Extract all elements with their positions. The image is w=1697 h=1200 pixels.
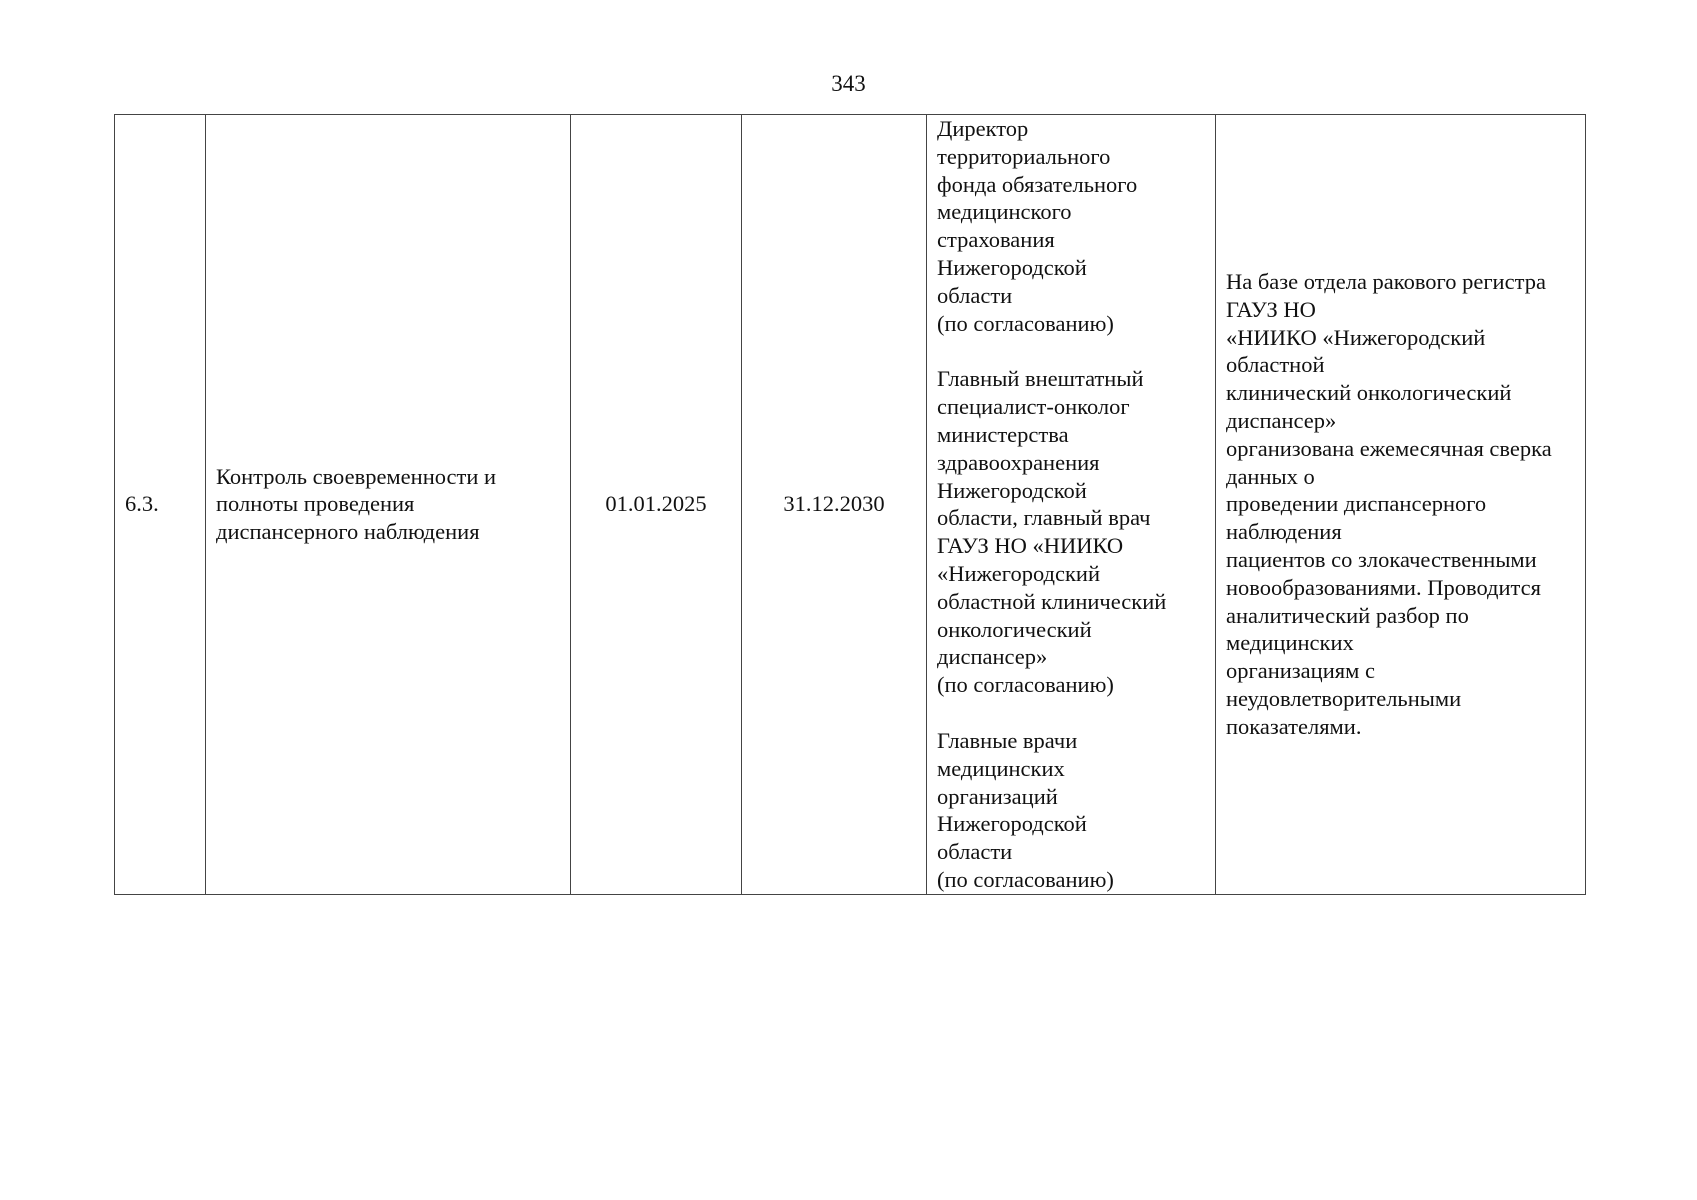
table-row	[115, 115, 1586, 895]
responsible-cell	[927, 115, 1216, 895]
action-text: Контроль своевременности и полноты проведения диспансерного наблюдения	[216, 463, 497, 545]
row-number-cell	[115, 115, 206, 895]
result-text: На базе отдела ракового регистра ГАУЗ НО «НИИКО «Нижегородский областной клинический онкологический диспансер» организована ежемесячная сверка данных о проведении диспансерного наблюдения пациентов со злокачественными новообразованиями. Проводится аналитический разбор по медицинских организациям с неудовлетворительными показателями.	[1226, 269, 1552, 739]
start-date: 01.01.2025	[605, 491, 707, 517]
action-cell	[206, 115, 571, 895]
plan-table	[114, 114, 1586, 895]
responsible-chief-physicians: Главные врачи медицинских организаций Нижегородской области (по согласованию)	[937, 727, 1114, 892]
start-date-cell	[571, 115, 742, 895]
responsible-chief-oncologist: Главный внештатный специалист-онколог министерства здравоохранения Нижегородской области, главный врач ГАУЗ НО «НИИКО «Нижегородский областной клинический онкологический диспансер» (по согласованию)	[937, 366, 1167, 698]
responsible-fund-director: Директор территориального фонда обязательного медицинского страхования Нижегородской области (по согласованию)	[937, 116, 1138, 336]
result-cell	[1216, 115, 1586, 895]
end-date-cell	[742, 115, 927, 895]
row-number: 6.3.	[125, 491, 159, 517]
end-date: 31.12.2030	[783, 491, 885, 517]
page-number: 343	[831, 71, 866, 96]
